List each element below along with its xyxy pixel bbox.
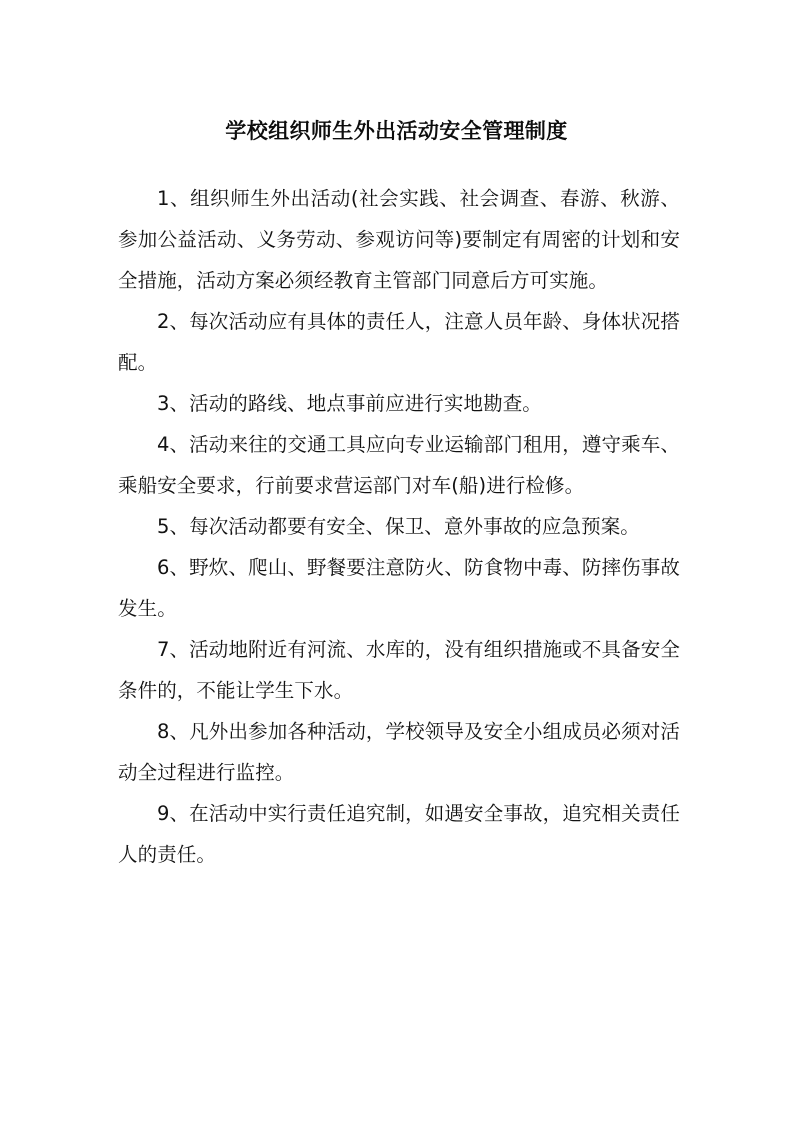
clause-item-7: 7、活动地附近有河流、水库的，没有组织措施或不具备安全条件的，不能让学生下水。 [118, 638, 680, 702]
clause-list [118, 178, 680, 875]
clause-item-5: 5、每次活动都要有安全、保卫、意外事故的应急预案。 [157, 515, 640, 538]
clause-item-6: 6、野炊、爬山、野餐要注意防火、防食物中毒、防摔伤事故发生。 [118, 556, 680, 620]
page-title: 学校组织师生外出活动安全管理制度 [225, 119, 568, 144]
clause-item-4: 4、活动来往的交通工具应向专业运输部门租用，遵守乘车、乘船安全要求，行前要求营运部门对车(船)进行检修。 [118, 433, 680, 497]
clause-item-2: 2、每次活动应有具体的责任人，注意人员年龄、身体状况搭配。 [118, 310, 680, 374]
clause-item-1: 1、组织师生外出活动(社会实践、社会调查、春游、秋游、参加公益活动、义务劳动、参观访问等)要制定有周密的计划和安全措施，活动方案必须经教育主管部门同意后方可实施。 [118, 187, 680, 292]
clause-item-8: 8、凡外出参加各种活动，学校领导及安全小组成员必须对活动全过程进行监控。 [118, 720, 680, 784]
clause-item-9: 9、在活动中实行责任追究制，如遇安全事故，追究相关责任人的责任。 [118, 802, 680, 866]
clause-item-3: 3、活动的路线、地点事前应进行实地勘查。 [157, 392, 542, 415]
